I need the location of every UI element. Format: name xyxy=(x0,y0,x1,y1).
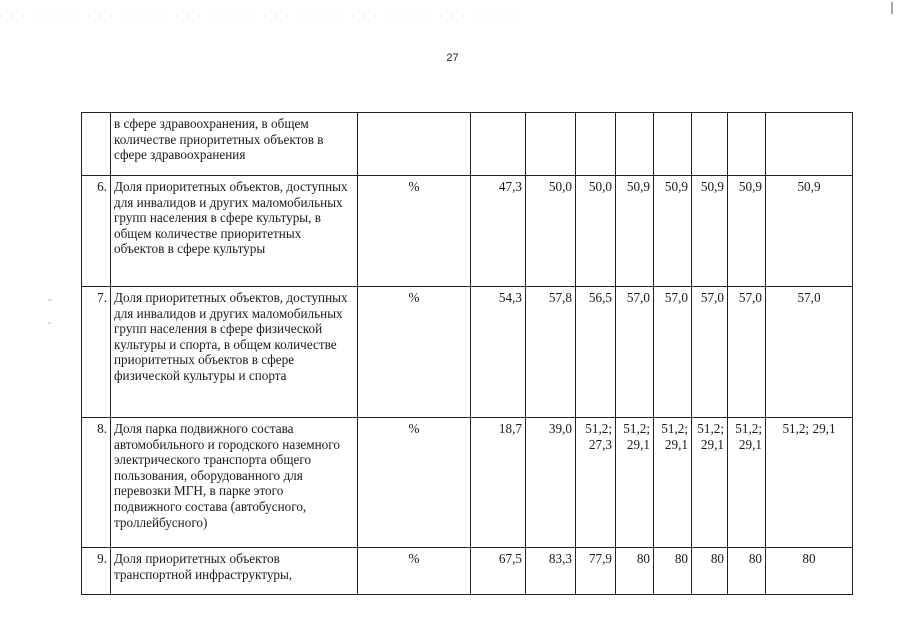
value-cell xyxy=(692,113,728,176)
value-cell: 56,5 xyxy=(576,287,616,418)
indicator-name: Доля приоритетных объектов, доступных для инвалидов и других маломобильных групп населения в сфере культуры, в общем количестве приоритетных объектов в сфере культуры xyxy=(111,176,358,287)
unit-cell: % xyxy=(358,548,471,595)
indicator-name: Доля приоритетных объектов, доступных для инвалидов и других маломобильных групп населения в сфере физической культуры и спорта, в общем количестве приоритетных объектов в сфере физической культуры и спорта xyxy=(111,287,358,418)
value-cell: 67,5 xyxy=(471,548,526,595)
value-cell xyxy=(728,113,766,176)
value-cell: 51,2; 29,1 xyxy=(616,418,654,548)
table-row xyxy=(82,113,853,176)
value-cell xyxy=(526,113,576,176)
table-row xyxy=(82,287,853,418)
row-number: 8. xyxy=(82,418,111,548)
value-cell: 39,0 xyxy=(526,418,576,548)
indicator-name: в сфере здравоохранения, в общем количестве приоритетных объектов в сфере здравоохранения xyxy=(111,113,358,176)
table-row xyxy=(82,548,853,595)
value-cell: 57,0 xyxy=(692,287,728,418)
row-number: 7. xyxy=(82,287,111,418)
value-cell: 50,9 xyxy=(728,176,766,287)
page-number: 27 xyxy=(446,52,459,64)
value-cell xyxy=(616,113,654,176)
value-cell: 57,0 xyxy=(728,287,766,418)
value-cell: 57,0 xyxy=(766,287,853,418)
value-cell: 83,3 xyxy=(526,548,576,595)
value-cell: 57,8 xyxy=(526,287,576,418)
value-cell: 54,3 xyxy=(471,287,526,418)
unit-cell: % xyxy=(358,418,471,548)
row-number: 9. xyxy=(82,548,111,595)
indicator-name: Доля парка подвижного состава автомобильного и городского наземного электрического транспорта общего пользования, оборудованного для перевозки МГН, в парке этого подвижного состава (автобусного, троллейбусного) xyxy=(111,418,358,548)
row-number xyxy=(82,113,111,176)
value-cell: 50,0 xyxy=(576,176,616,287)
value-cell: 50,9 xyxy=(766,176,853,287)
value-cell xyxy=(471,113,526,176)
value-cell xyxy=(576,113,616,176)
value-cell: 51,2; 29,1 xyxy=(692,418,728,548)
value-cell: 50,0 xyxy=(526,176,576,287)
value-cell xyxy=(766,113,853,176)
value-cell: 51,2; 29,1 xyxy=(728,418,766,548)
row-number: 6. xyxy=(82,176,111,287)
value-cell: 50,9 xyxy=(616,176,654,287)
unit-cell xyxy=(358,113,471,176)
value-cell: 51,2; 29,1 xyxy=(654,418,692,548)
value-cell: 18,7 xyxy=(471,418,526,548)
value-cell: 51,2; 29,1 xyxy=(766,418,853,548)
value-cell: 80 xyxy=(616,548,654,595)
value-cell: 80 xyxy=(728,548,766,595)
indicator-table xyxy=(81,112,853,595)
value-cell: 80 xyxy=(692,548,728,595)
table-row xyxy=(82,176,853,287)
value-cell xyxy=(654,113,692,176)
value-cell: 50,9 xyxy=(692,176,728,287)
unit-cell: % xyxy=(358,287,471,418)
table-row xyxy=(82,418,853,548)
value-cell: 77,9 xyxy=(576,548,616,595)
value-cell: 51,2; 27,3 xyxy=(576,418,616,548)
value-cell: 47,3 xyxy=(471,176,526,287)
unit-cell: % xyxy=(358,176,471,287)
value-cell: 57,0 xyxy=(616,287,654,418)
value-cell: 80 xyxy=(766,548,853,595)
value-cell: 57,0 xyxy=(654,287,692,418)
value-cell: 80 xyxy=(654,548,692,595)
indicator-name: Доля приоритетных объектов транспортной инфраструктуры, xyxy=(111,548,358,595)
value-cell: 50,9 xyxy=(654,176,692,287)
